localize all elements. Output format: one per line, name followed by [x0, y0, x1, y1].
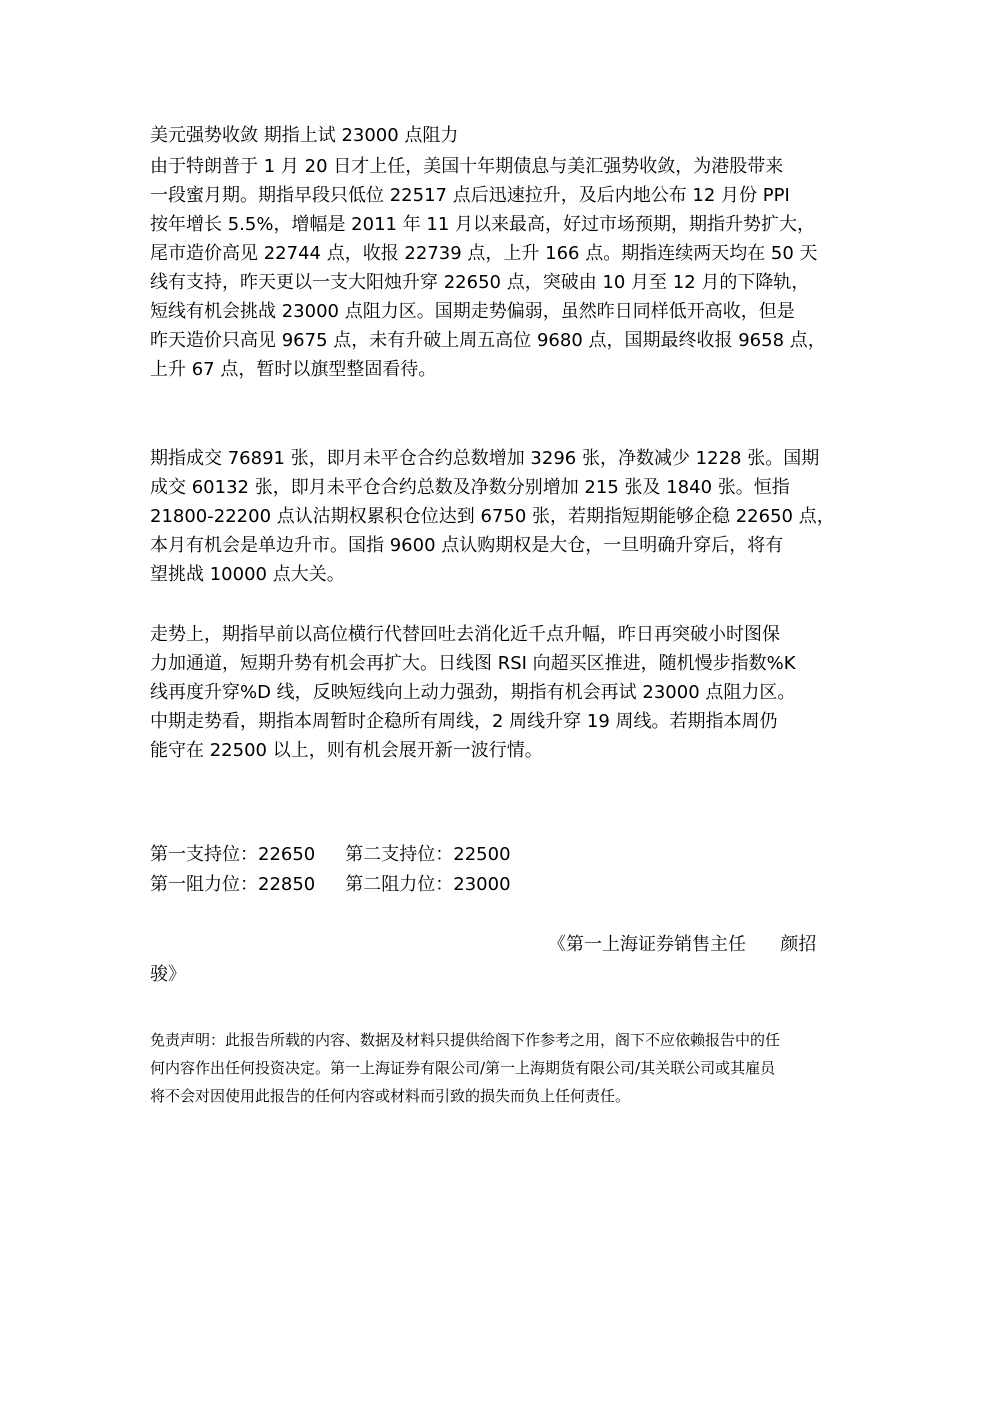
- disclaimer-line: 何内容作出任何投资决定。第一上海证券有限公司/第一上海期货有限公司/其关联公司或其雇员: [150, 1059, 776, 1077]
- paragraph-line: 望挑战 10000 点大关。: [150, 564, 345, 585]
- paragraph-line: 21800-22200 点认沽期权累积仓位达到 6750 张，若期指短期能够企稳 22650 点，: [150, 506, 835, 527]
- paragraph-line: 力加通道，短期升势有机会再扩大。日线图 RSI 向超买区推进，随机慢步指数%K: [150, 653, 796, 674]
- paragraph-line: 中期走势看，期指本周暂时企稳所有周线，2 周线升穿 19 周线。若期指本周仍: [150, 711, 778, 732]
- paragraph-line: 能守在 22500 以上，则有机会展开新一波行情。: [150, 740, 543, 761]
- resistance-level-1: 第一阻力位：22850: [150, 874, 316, 895]
- support-level-1: 第一支持位：22650: [150, 844, 316, 865]
- paragraph-line: 短线有机会挑战 23000 点阻力区。国期走势偏弱，虽然昨日同样低开高收，但是: [150, 301, 795, 322]
- paragraph-line: 昨天造价只高见 9675 点，未有升破上周五高位 9680 点，国期最终收报 9658 点，: [150, 330, 826, 351]
- resistance-levels: [150, 874, 850, 896]
- disclaimer: [150, 1026, 850, 1110]
- paragraph-line: 上升 67 点，暂时以旗型整固看待。: [150, 359, 437, 380]
- disclaimer-line: 将不会对因使用此报告的任何内容或材料而引致的损失而负上任何责任。: [150, 1087, 631, 1105]
- support-level-2: 第二支持位：22500: [345, 844, 511, 865]
- resistance-level-2: 第二阻力位：23000: [345, 874, 511, 895]
- paragraph-line: 由于特朗普于 1 月 20 日才上任，美国十年期债息与美汇强势收敛，为港股带来: [150, 156, 784, 177]
- paragraph-line: 成交 60132 张，即月未平仓合约总数及净数分别增加 215 张及 1840 张。恒指: [150, 477, 790, 498]
- disclaimer-line: 免责声明：此报告所载的内容、数据及材料只提供给阁下作参考之用，阁下不应依赖报告中的任: [150, 1031, 781, 1049]
- paragraph-line: 尾市造价高见 22744 点，收报 22739 点，上升 166 点。期指连续两天均在 50 天: [150, 243, 818, 264]
- author-signoff-continued: 骏》: [150, 964, 186, 985]
- author-signoff: 《第一上海证券销售主任 颜招: [548, 934, 817, 955]
- paragraph-line: 线有支持，昨天更以一支大阳烛升穿 22650 点，突破由 10 月至 12 月的下降轨，: [150, 272, 810, 293]
- paragraph-line: 期指成交 76891 张，即月未平仓合约总数增加 3296 张，净数减少 1228 张。国期: [150, 448, 820, 469]
- support-levels: [150, 844, 850, 866]
- article-title: 美元强势收敛 期指上试 23000 点阻力: [150, 125, 459, 146]
- paragraph-line: 走势上，期指早前以高位横行代替回吐去消化近千点升幅，昨日再突破小时图保: [150, 624, 780, 645]
- paragraph-line: 本月有机会是单边升市。国指 9600 点认购期权是大仓，一旦明确升穿后，将有: [150, 535, 784, 556]
- paragraph-line: 按年增长 5.5%，增幅是 2011 年 11 月以来最高，好过市场预期，期指升势扩大，: [150, 214, 816, 235]
- paragraph-line: 线再度升穿%D 线，反映短线向上动力强劲，期指有机会再试 23000 点阻力区。: [150, 682, 796, 703]
- paragraph-line: 一段蜜月期。期指早段只低位 22517 点后迅速拉升，及后内地公布 12 月份 PPI: [150, 185, 790, 206]
